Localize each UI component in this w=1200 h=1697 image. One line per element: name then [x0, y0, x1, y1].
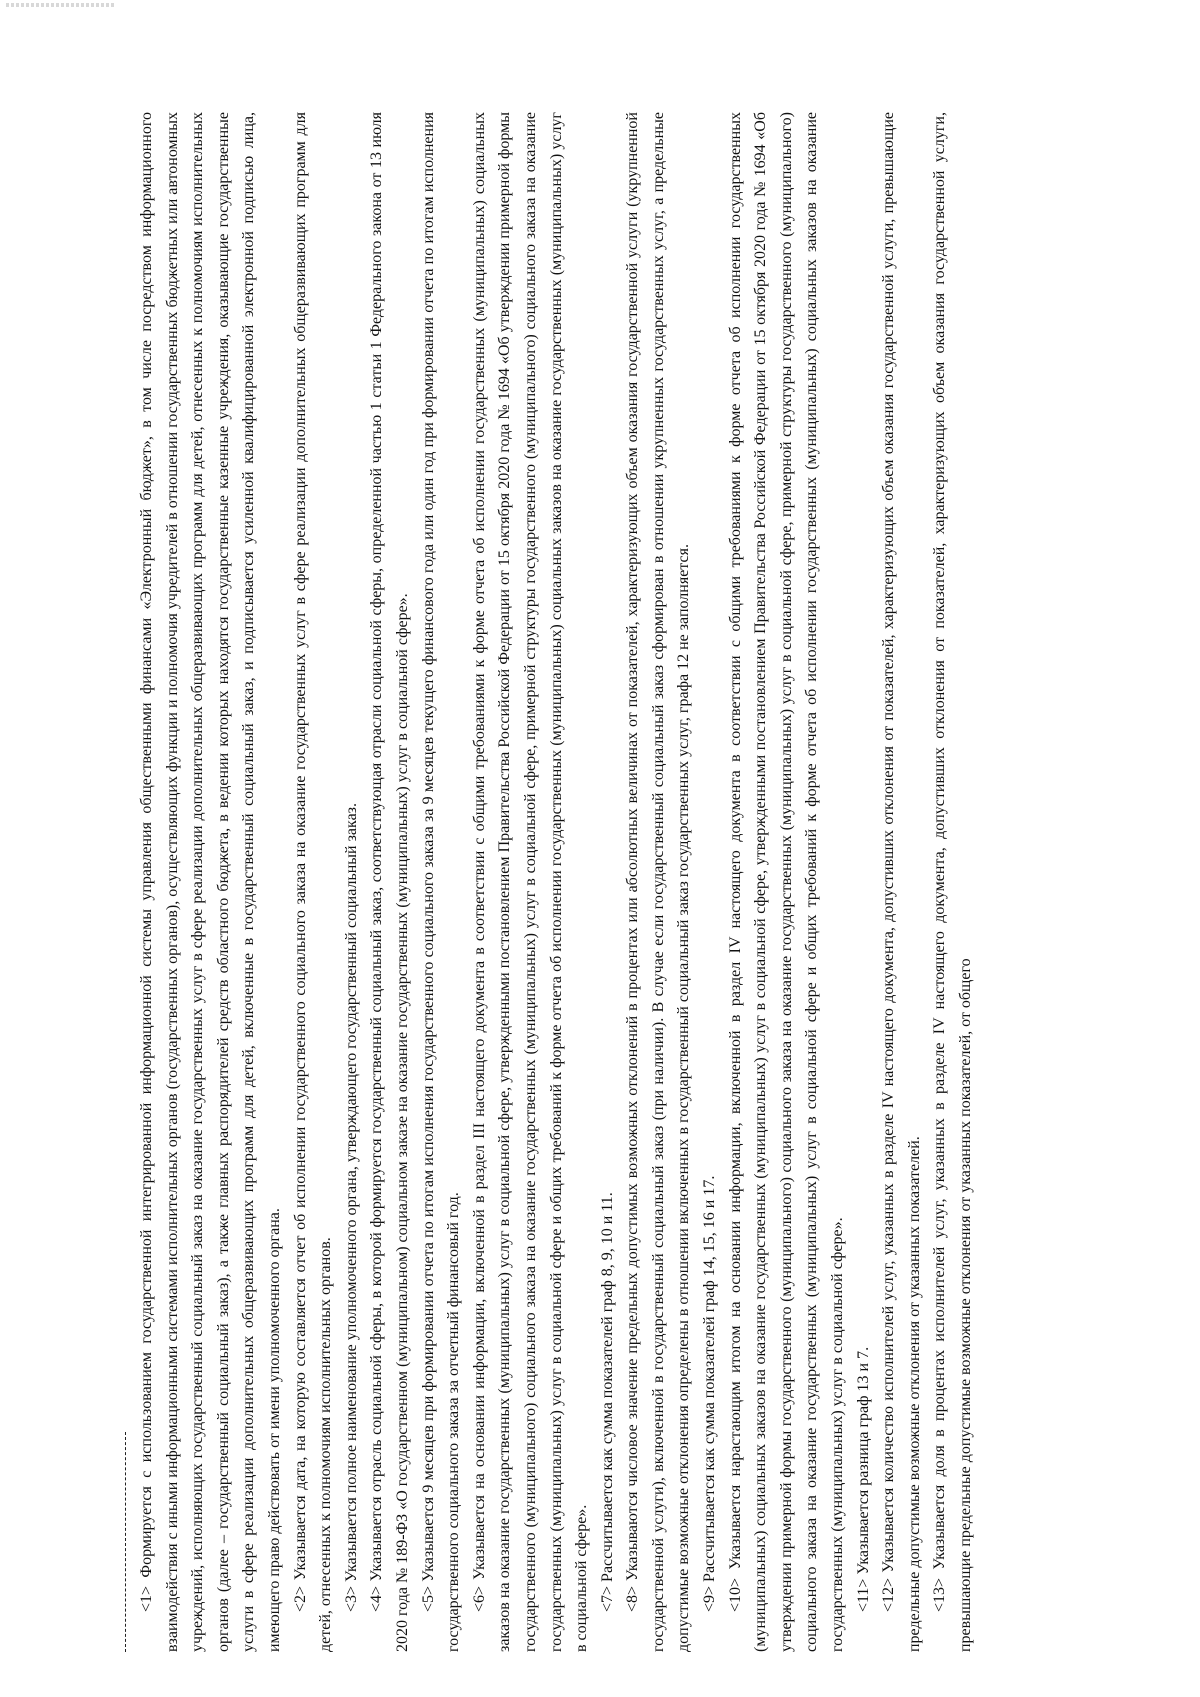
footnote-3: <3> Указывается полное наименование уполномоченного органа, утверждающего государственный социальный заказ.: [342, 803, 360, 1612]
footnote-5: <5> Указывается 9 месяцев при формировании отчета по итогам исполнения государственного социального заказа за 9 месяцев текущего финансового года или один год при формировании отчета по итогам исполнения государственного социального заказа за отчетный финансовый год.: [419, 112, 463, 1652]
footnote-13: <13> Указывается доля в процентах исполнителей услуг, указанных в разделе IV настоящего документа, допустивших отклонения от показателей, характеризующих объем оказания государственной услуги, превышающие предельные допустимые возможные отклонения от указанных показателей, от общего: [931, 112, 974, 1652]
footnote-8: <8> Указываются числовое значение предельных допустимых возможных отклонений в процентах или абсолютных величинах от показателей, характеризующих объем оказания государственной услуги (укрупненной государственной услуги), включенной в государственный социальный заказ (при наличии). В случае если государственный социальный заказ сформирован в отношении укрупненных государственных услуг, а предельные допустимые возможные отклонения определены в отношении включенных в государственный социальный заказ государственных услуг, графа 12 не заполняется.: [624, 112, 693, 1652]
footnote-7: <7> Рассчитывается как сумма показателей граф 8, 9, 10 и 11.: [598, 1192, 616, 1612]
footnote-separator: [125, 1432, 126, 1652]
rotated-page: [0, 67, 1200, 1697]
footnote-2: <2> Указывается дата, на которую составляется отчет об исполнении государственного социального заказа на оказание государственных услуг в сфере реализации дополнительных общеразвивающих программ для детей, отнесенных к полномочиям исполнительных органов.: [291, 112, 335, 1652]
scan-header-mark: [6, 3, 116, 7]
footnote-1: <1> Формируется с использованием государственной интегрированной информационной системы управления общественными финансами «Электронный бюджет», в том числе посредством информационного взаимодействия с иными информационными системами исполнительных органов (государственных органов), осуществляющих функции и полномочия учредителей в отношении государственных бюджетных или автономных учреждений, исполняющих государственный социальный заказ на оказание государственных услуг в сфере реализации дополнительных общеразвивающих программ для детей, отнесенных к полномочиям исполнительных органов (далее – государственный социальный заказ), а также главных распорядителей средств областного бюджета, в ведении которых находятся государственные казенные учреждения, оказывающие государственные услуги в сфере реализации дополнительных общеразвивающих программ для детей, включенные в государственный социальный заказ, и подписывается усиленной квалифицированной электронной подписью лица, имеющего право действовать от имени уполномоченного органа.: [138, 112, 283, 1652]
footnote-4: <4> Указывается отрасль социальной сферы, в которой формируется государственный социальный заказ, соответствующая отрасли социальной сферы, определенной частью 1 статьи 1 Федерального закона от 13 июля 2020 года № 189-ФЗ «О государственном (муниципальном) социальном заказе на оказание государственных (муниципальных) услуг в социальной сфере».: [368, 112, 411, 1652]
footnote-12: <12> Указывается количество исполнителей услуг, указанных в разделе IV настоящего документа, допустивших отклонения от показателей, характеризующих объем оказания государственной услуги, превышающие предельные допустимые возможные отклонения от указанных показателей.: [880, 112, 923, 1652]
footnote-10: <10> Указывается нарастающим итогом на основании информации, включенной в раздел IV настоящего документа в соответствии с общими требованиями к форме отчета об исполнении государственных (муниципальных) социальных заказов на оказание государственных (муниципальных) услуг в социальной сфере, утвержденными постановлением Правительства Российской Федерации от 15 октября 2020 года № 1694 «Об утверждении примерной формы государственного (муниципального) социального заказа на оказание государственных (муниципальных) услуг в социальной сфере, примерной структуры государственного (муниципального) социального заказа на оказание государственных (муниципальных) услуг в социальной сфере и общих требований к форме отчета об исполнении государственных (муниципальных) социальных заказов на оказание государственных (муниципальных) услуг в социальной сфере».: [726, 112, 847, 1652]
footnotes-block: [125, 112, 979, 1652]
footnote-11: <11> Указывается разница граф 13 и 7.: [854, 1346, 872, 1612]
footnote-6: <6> Указывается на основании информации, включенной в раздел III настоящего документа в соответствии с общими требованиями к форме отчета об исполнении государственных (муниципальных) социальных заказов на оказание государственных (муниципальных) услуг в социальной сфере, утвержденными постановлением Правительства Российской Федерации от 15 октября 2020 года № 1694 «Об утверждении примерной формы государственного (муниципального) социального заказа на оказание государственных (муниципальных) услуг в социальной сфере, примерной структуры государственного (муниципального) социального заказа на оказание государственных (муниципальных) услуг в социальной сфере и общих требований к форме отчета об исполнении государственных (муниципальных) социальных заказов на оказание государственных (муниципальных) услуг в социальной сфере».: [470, 112, 591, 1652]
footnote-9: <9> Рассчитывается как сумма показателей граф 14, 15, 16 и 17.: [701, 1175, 719, 1612]
